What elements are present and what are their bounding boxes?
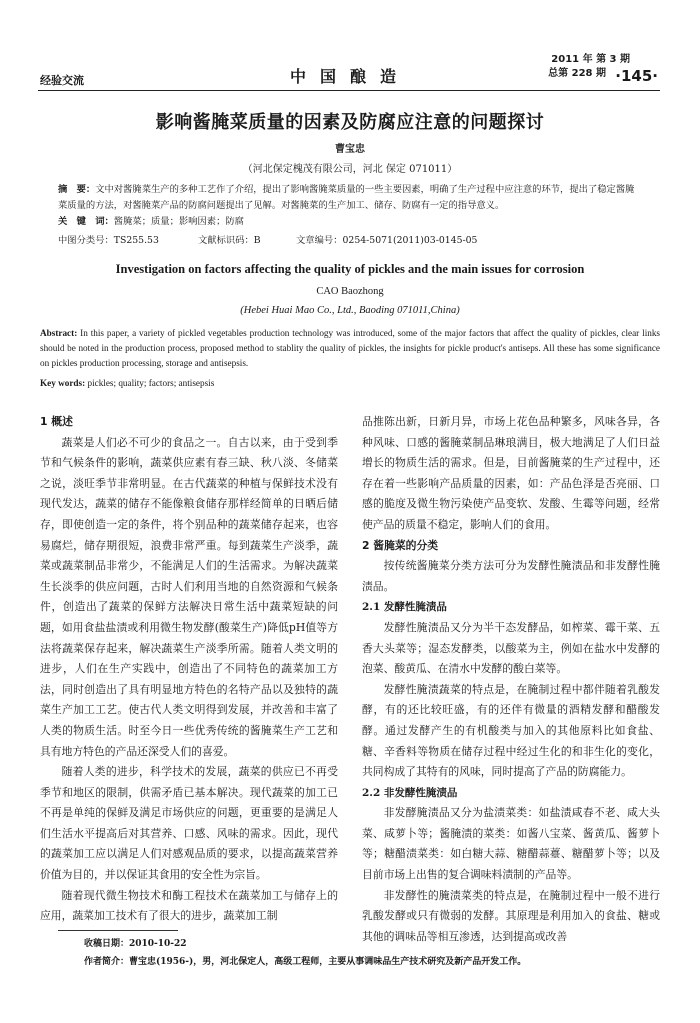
paragraph: 发酵性腌渍蔬菜的特点是，在腌制过程中都伴随着乳酸发酵，有的还比较旺盛，有的还伴有微量的酒精发酵和醋酸发酵。通过发酵产生的有机酸类与加入的其他原料比如食盐、糖、辛香料等物质在储存过程中经过生化的和非生化的变化，共同构成了其特有的风味，同时提高了产品的防腐能力。 (362, 682, 660, 779)
affiliation-chinese: （河北保定槐茂有限公司，河北 保定 071011） (242, 164, 458, 175)
keywords-label: 关 键 词： (58, 216, 114, 227)
paragraph: 发酵性腌渍品又分为半干态发酵品，如榨菜、霉干菜、五香大头菜等；湿态发酵类，以酸菜为主，例如在盐水中发酵的泡菜、酸黄瓜、在清水中发酵的酸白菜等。 (362, 620, 660, 676)
author-english: CAO Baozhong (316, 286, 384, 297)
section-heading-2: 2 酱腌菜的分类 (362, 538, 439, 552)
section-heading-1: 1 概述 (40, 415, 73, 428)
subsection-heading-2-2: 2.2 非发酵性腌渍品 (362, 786, 458, 799)
title-chinese: 影响酱腌菜质量的因素及防腐应注意的问题探讨 (155, 112, 545, 133)
footnote-rule (58, 930, 178, 931)
document-code: 文献标识码：B (198, 235, 261, 246)
author-bio: 作者简介：曹宝忠(1956-)，男，河北保定人，高级工程师，主要从事调味品生产技术研究及新产品开发工作。 (84, 957, 527, 967)
article-number: 文章编号：0254-5071(2011)03-0145-05 (296, 235, 478, 246)
page-number: ·145· (615, 67, 658, 85)
keywords-en-text: pickles; quality; factors; antisepsis (87, 378, 215, 388)
abstract-en-label: Abstract: (40, 328, 78, 338)
paragraph: 随着人类的进步，科学技术的发展，蔬菜的供应已不再受季节和地区的限制，供需矛盾已基本解决。现代蔬菜的加工已不再是单纯的保鲜及满足市场供应的问题，更重要的是满足人们生活水平提高后对其营养、口感、风味的需求。因此，现代的蔬菜加工应以满足人们对感观品质的要求，以提高蔬菜营养价值为目的，并以保证其食用的安全性为宗旨。 (40, 765, 338, 882)
body-column-left (40, 412, 338, 927)
paragraph: 随着现代微生物技术和酶工程技术在蔬菜加工与储存上的应用，蔬菜加工技术有了很大的进步，蔬菜加工制 (40, 888, 338, 923)
paragraph: 非发酵腌渍品又分为盐渍菜类：如盐渍咸春不老、咸大头菜、咸萝卜等；酱腌渍的菜类：如酱八宝菜、酱黄瓜、酱萝卜等；糖醋渍菜类：如白糖大蒜、糖醋蒜薹、糖醋萝卜等；以及目前市场上出售的复合调味料渍制的产品等。 (362, 806, 660, 882)
keywords-en-label: Key words: (40, 378, 86, 388)
abstract-en-text: In this paper, a variety of pickled vegetables production technology was introduced, some of the major factors that affect the quality of pickles, clear links should be noted in the production process, proposed method to stablity the quality of pickles, the insights for pickle product's antiseps. All these has some significance on pickles production processing, storage and antisepsis. (40, 328, 661, 368)
affiliation-english: (Hebei Huai Mao Co., Ltd., Baoding 071011,China) (240, 305, 460, 316)
paragraph: 非发酵性的腌渍菜类的特点是，在腌制过程中一般不进行乳酸发酵或只有微弱的发酵。其原理是利用加入的食盐、糖或其他的调味品等相互渗透，达到提高或改善 (362, 888, 660, 943)
keywords-text: 酱腌菜；质量；影响因素；防腐 (113, 216, 244, 227)
abstract-chinese (58, 182, 642, 230)
author-chinese: 曹宝忠 (335, 144, 365, 155)
paragraph: 按传统酱腌菜分类方法可分为发酵性腌渍品和非发酵性腌渍品。 (362, 559, 660, 593)
journal-name: 中国酿造 (289, 67, 410, 86)
paragraph: 蔬菜是人们必不可少的食品之一。自古以来，由于受到季节和气候条件的影响，蔬菜供应素有春三缺、秋八淡、冬储菜之说，淡旺季节非常明显。在古代蔬菜的种植与保鲜技术没有现代发达，蔬菜的储存不能像粮食储存那样经简单的日晒后储存，即使创造一定的条件，将个别品种的蔬菜储存起来，也容易腐烂，储存期很短，浪费非常严重。每到蔬菜生产淡季，蔬菜或蔬菜制品非常少，不能满足人们的生活需求。为解决蔬菜生长淡季的供应问题，古时人们利用当地的自然资源和气候条件，创造出了蔬菜的保鲜方法解决日常生活中蔬菜短缺的问题，如用食盐盐渍或利用微生物发酵(酸菜生产)降低pH值等方法将蔬菜保存起来，解决蔬菜生产淡季所需。随着人类文明的进步，人们在生产实践中，创造出了不同特色的蔬菜加工方法，同时创造出了具有明显地方特色的名特产品以及独特的蔬菜生产加工工艺。使古代人类文明得到发展，并改善和丰富了人类的物质生活。时至今日一些优秀传统的酱腌菜生产工艺和具有地方特色的产品还深受人们的喜爱。 (40, 435, 338, 758)
abstract-label: 摘 要： (58, 184, 96, 195)
body-column-right (362, 412, 660, 947)
header-rule (38, 90, 660, 91)
issue-info (548, 53, 658, 85)
total-issue: 总第 228 期 (548, 68, 606, 79)
section-label: 经验交流 (40, 74, 84, 87)
title-english: Investigation on factors affecting the quality of pickles and the main issues for corrosion (115, 262, 585, 276)
received-date: 收稿日期：2010-10-22 (84, 939, 187, 949)
abstract-text: 文中对酱腌菜生产的多种工艺作了介绍，提出了影响酱腌菜质量的一些主要因素，明确了生产过程中应注意的环节，提出了稳定酱腌菜质量的方法，对酱腌菜产品的防腐问题提出了见解。对酱腌菜的生产加工、储存、防腐有一定的指导意义。 (58, 184, 635, 211)
classification-row (58, 232, 477, 246)
issue-number: 2011 年 第 3 期 (551, 54, 630, 65)
abstract-english (40, 326, 660, 371)
classification-number: 中图分类号：TS255.53 (58, 235, 159, 246)
paragraph-continued: 品推陈出新，日新月异，市场上花色品种繁多，风味各异，各种风味、口感的酱腌菜制品琳琅满目，极大地满足了人们日益增长的物质生活的需求。但是，目前酱腌菜的生产过程中，还存在着一些影响产品质量的因素，如：产品色泽是否亮丽、口感的脆度及微生物污染使产品变软、发酸、生霉等问题，经常使产品的质量不稳定，影响人们的食用。 (362, 415, 660, 531)
keywords-english (40, 378, 214, 388)
subsection-heading-2-1: 2.1 发酵性腌渍品 (362, 601, 447, 614)
